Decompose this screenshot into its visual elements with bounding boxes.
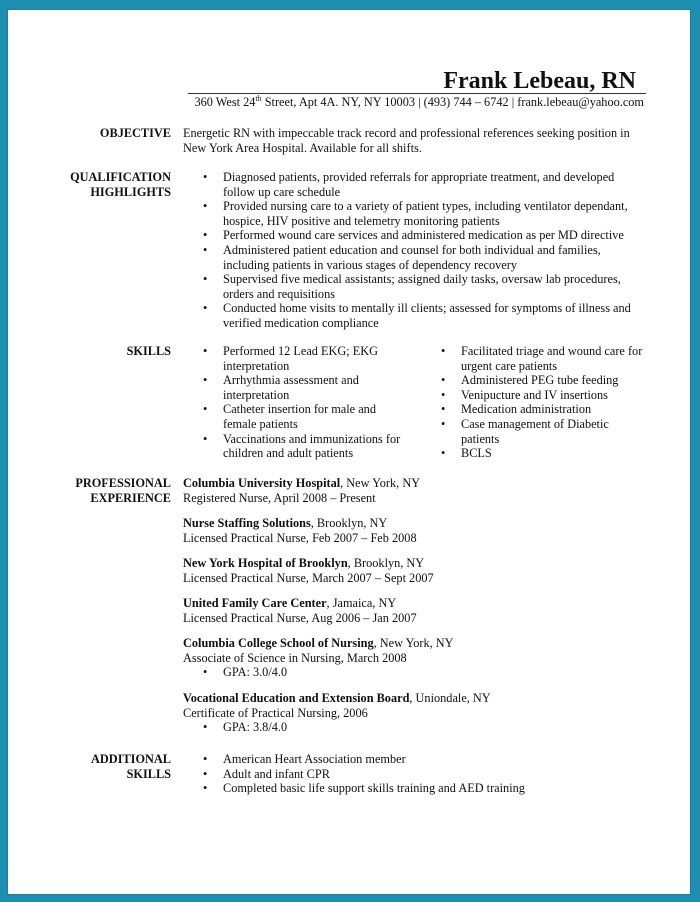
section-heading-additional-skills: ADDITIONAL SKILLS [91, 752, 171, 781]
employer-name: Nurse Staffing Solutions [183, 516, 311, 530]
employer-location: , Brooklyn, NY [347, 556, 425, 570]
list-item: • Administered PEG tube feeding [421, 373, 657, 388]
additional-skills-container [183, 752, 653, 796]
skills-columns [183, 344, 653, 464]
degree: Associate of Science in Nursing, March 2008 [183, 650, 407, 665]
gpa-list [183, 665, 454, 680]
job-role: Licensed Practical Nurse, Aug 2006 – Jan 2007 [183, 610, 417, 625]
job-role: Licensed Practical Nurse, Feb 2007 – Feb 2008 [183, 530, 417, 545]
qualification-list [183, 170, 653, 331]
list-item: • Administered patient education and counsel for both individual and families, including patients in various stages of dependency recovery [183, 243, 653, 272]
employer-name: Columbia University Hospital [183, 476, 341, 490]
list-item: • Provided nursing care to a variety of patient types, including ventilator dependant, hospice, HIV positive and telemetry monitoring patients [183, 199, 653, 228]
list-item: • Completed basic life support skills training and AED training [183, 781, 653, 796]
list-item: • Catheter insertion for male and female patients [183, 402, 415, 431]
gpa-item: • GPA: 3.8/4.0 [183, 720, 491, 735]
resume-page [8, 10, 690, 894]
skills-list-left [183, 344, 415, 461]
list-item: • Case management of Diabetic patients [421, 417, 657, 446]
school-location: , Uniondale, NY [409, 691, 491, 705]
list-item: • Venipucture and IV insertions [421, 388, 657, 403]
gpa-list [183, 720, 491, 735]
school-location: , New York, NY [373, 636, 454, 650]
school-name: Columbia College School of Nursing [183, 636, 374, 650]
section-heading-experience: PROFESSIONAL EXPERIENCE [75, 476, 171, 505]
list-item: • Medication administration [421, 402, 657, 417]
list-item: • Diagnosed patients, provided referrals for appropriate treatment, and developed follow up care schedule [183, 170, 653, 199]
objective-line: Energetic RN with impeccable track record and professional references seeking position in [183, 126, 630, 140]
list-item: • BCLS [421, 446, 657, 461]
employer-location: , Brooklyn, NY [310, 516, 388, 530]
experience-entry [183, 556, 434, 585]
address-part2: Street, Apt 4A. NY, NY 10003 | (493) 744 – 6742 | frank.lebeau@yahoo.com [261, 95, 644, 109]
job-role: Licensed Practical Nurse, March 2007 – Sept 2007 [183, 570, 434, 585]
education-entry [183, 691, 491, 735]
additional-skills-list [183, 752, 653, 796]
gpa-item: • GPA: 3.0/4.0 [183, 665, 454, 680]
employer-name: New York Hospital of Brooklyn [183, 556, 348, 570]
experience-entry [183, 516, 417, 545]
employer-location: , New York, NY [340, 476, 421, 490]
list-item: • American Heart Association member [183, 752, 653, 767]
experience-entry [183, 476, 420, 505]
address-part1: 360 West 24 [194, 95, 256, 109]
list-item: • Conducted home visits to mentally ill clients; assessed for symptoms of illness and verified medication compliance [183, 301, 653, 330]
list-item: • Adult and infant CPR [183, 767, 653, 782]
school-name: Vocational Education and Extension Board [183, 691, 410, 705]
list-item: • Facilitated triage and wound care for urgent care patients [421, 344, 657, 373]
candidate-name: Frank Lebeau, RN [443, 68, 636, 94]
list-item: • Arrhythmia assessment and interpretation [183, 373, 415, 402]
employer-name: United Family Care Center [183, 596, 327, 610]
employer-location: , Jamaica, NY [326, 596, 397, 610]
skills-list-right [421, 344, 657, 461]
qualification-list-container [183, 170, 653, 331]
job-role: Registered Nurse, April 2008 – Present [183, 490, 376, 505]
objective-text [183, 126, 653, 155]
section-heading-objective: OBJECTIVE [99, 126, 171, 140]
list-item: • Performed wound care services and administered medication as per MD directive [183, 228, 653, 243]
objective-line: New York Area Hospital. Available for all shifts. [183, 140, 422, 155]
contact-line [194, 94, 644, 110]
experience-entry [183, 596, 417, 625]
list-item: • Vaccinations and immunizations for children and adult patients [183, 432, 415, 461]
section-heading-skills: SKILLS [126, 344, 171, 358]
list-item: • Performed 12 Lead EKG; EKG interpretation [183, 344, 415, 373]
list-item: • Supervised five medical assistants; assigned daily tasks, oversaw lab procedures, orders and requisitions [183, 272, 653, 301]
degree: Certificate of Practical Nursing, 2006 [183, 705, 368, 720]
address-ordinal: th [255, 93, 262, 103]
education-entry [183, 636, 454, 680]
section-heading-qualifications: QUALIFICATION HIGHLIGHTS [70, 170, 171, 199]
